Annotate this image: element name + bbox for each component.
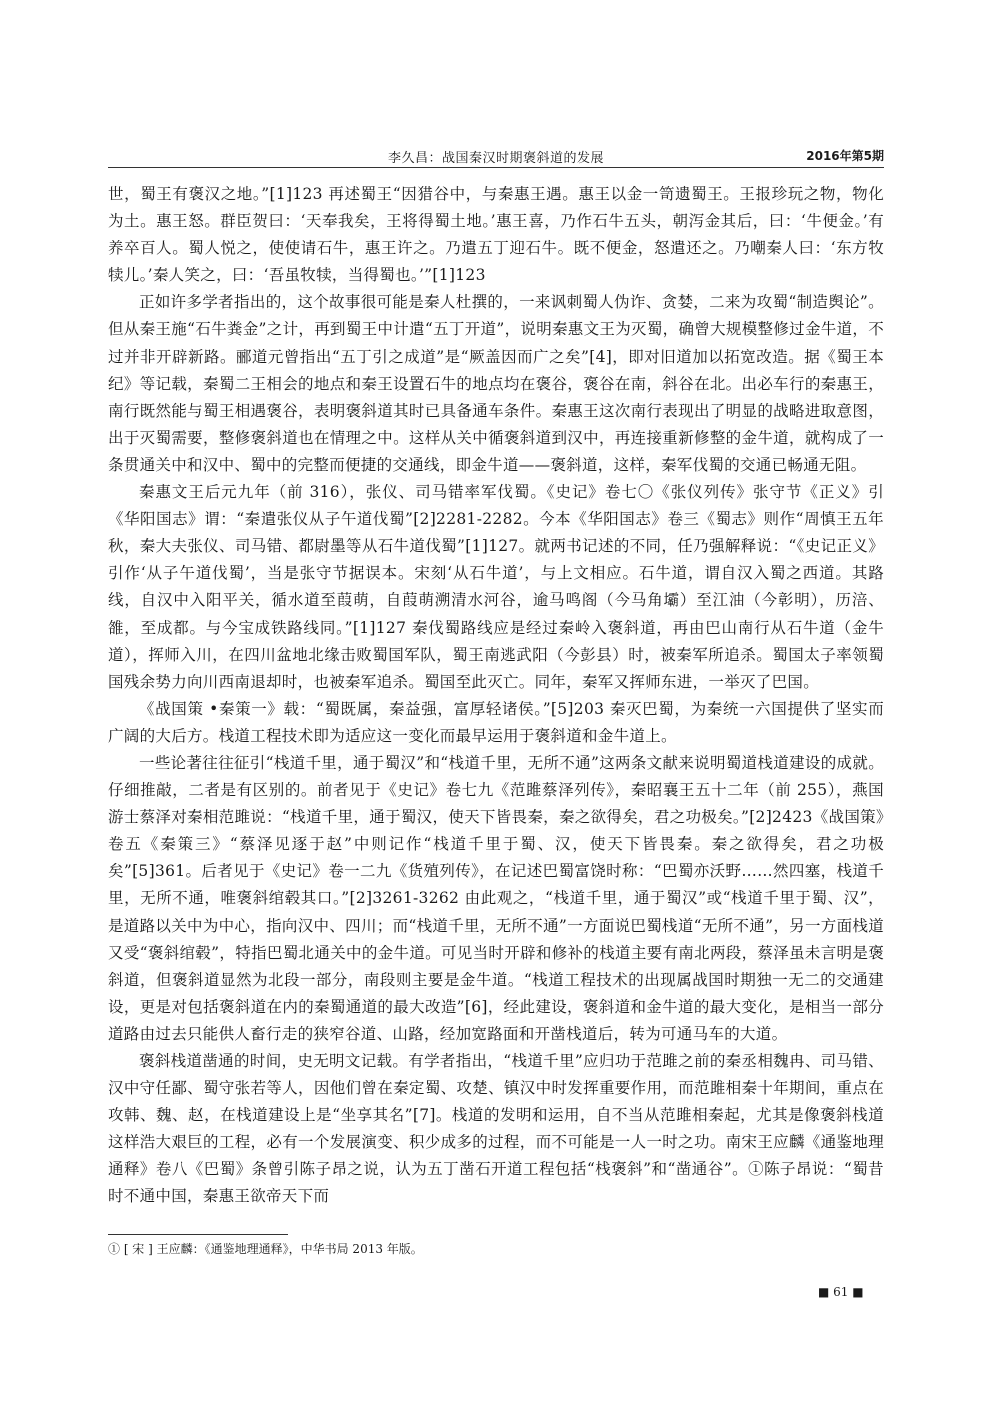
- running-header: [108, 147, 884, 168]
- journal-issue: 2016年第5期: [806, 149, 884, 163]
- footnote: ① [ 宋 ] 王应麟：《通鉴地理通释》，中华书局 2013 年版。: [108, 1242, 423, 1256]
- body-paragraph: 褒斜栈道凿通的时间，史无明文记载。有学者指出，“栈道千里”应归功于范雎之前的秦丞相魏冉、司马错、汉中守任鄙、蜀守张若等人，因他们曾在秦定蜀、攻楚、镇汉中时发挥重要作用，而范雎相秦十年期间，重点在攻韩、魏、赵，在栈道建设上是“坐享其名”[7]。栈道的发明和运用，自不当从范雎相秦起，尤其是像褒斜栈道这样浩大艰巨的工程，必有一个发展演变、积少成多的过程，而不可能是一人一时之功。南宋王应麟《通鉴地理通释》卷八《巴蜀》条曾引陈子昂之说，认为五丁凿石开道工程包括“栈褒斜”和“凿通谷”。①陈子昂说：“蜀昔时不通中国，秦惠王欲帝天下而: [108, 1052, 884, 1206]
- article-body: [108, 181, 884, 1211]
- article-running-title: 李久昌：战国秦汉时期褒斜道的发展: [387, 151, 604, 166]
- body-paragraph: 世，蜀王有褒汉之地。”[1]123 再述蜀王“因猎谷中，与秦惠王遇。惠王以金一笥遗蜀王。王报珍玩之物，物化为土。惠王怒。群臣贺曰：‘天奉我矣，王将得蜀土地。’惠王喜，乃作石牛五头，朝泻金其后，曰：‘牛便金。’有养卒百人。蜀人悦之，使使请石牛，惠王许之。乃遣五丁迎石牛。既不便金，怒遣还之。乃嘲秦人曰：‘东方牧犊儿。’秦人笑之，曰：‘吾虽牧犊，当得蜀也。’”[1]123: [108, 185, 884, 285]
- body-paragraph: 秦惠文王后元九年（前 316），张仪、司马错率军伐蜀。《史记》卷七〇《张仪列传》张守节《正义》引《华阳国志》谓：“秦遣张仪从子午道伐蜀”[2]2281-2282。今本《华阳国志》卷三《蜀志》则作“周慎王五年秋，秦大夫张仪、司马错、都尉墨等从石牛道伐蜀”[1]127。就两书记述的不同，任乃强解释说：“《史记正义》引作‘从子午道伐蜀’，当是张守节据误本。宋刻‘从石牛道’，与上文相应。石牛道，谓自汉入蜀之西道。其路线，自汉中入阳平关，循水道至葭萌，自葭萌溯清水河谷，逾马鸣阁（今马角壩）至江油（今彰明），历涪、雒，至成都。与今宝成铁路线同。”[1]127 秦伐蜀路线应是经过秦岭入褒斜道，再由巴山南行从石牛道（金牛道），挥师入川，在四川盆地北缘击败蜀国军队，蜀王南逃武阳（今彭县）时，被秦军所追杀。蜀国太子率领蜀国残余势力向川西南退却时，也被秦军追杀。蜀国至此灭亡。同年，秦军又挥师东进，一举灭了巴国。: [108, 483, 884, 691]
- body-paragraph: 正如许多学者指出的，这个故事很可能是秦人杜撰的，一来讽刺蜀人伪诈、贪婪，二来为攻蜀“制造舆论”。但从秦王施“石牛粪金”之计，再到蜀王中计遣“五丁开道”，说明秦惠文王为灭蜀，确曾大规模整修过金牛道，不过并非开辟新路。郦道元曾指出“五丁引之成道”是“厥盖因而广之矣”[4]，即对旧道加以拓宽改造。据《蜀王本纪》等记载，秦蜀二王相会的地点和秦王设置石牛的地点均在褒谷，褒谷在南，斜谷在北。出必车行的秦惠王，南行既然能与蜀王相遇褒谷，表明褒斜道其时已具备通车条件。秦惠王这次南行表现出了明显的战略进取意图，出于灭蜀需要，整修褒斜道也在情理之中。这样从关中循褒斜道到汉中，再连接重新修整的金牛道，就构成了一条贯通关中和汉中、蜀中的完整而便捷的交通线，即金牛道——褒斜道，这样，秦军伐蜀的交通已畅通无阻。: [108, 293, 884, 474]
- footnote-divider: [108, 1234, 288, 1235]
- body-paragraph: 《战国策 •秦策一》载：“蜀既属，秦益强，富厚轻诸侯。”[5]203 秦灭巴蜀，为秦统一六国提供了坚实而广阔的大后方。栈道工程技术即为适应这一变化而最早运用于褒斜道和金牛道上。: [108, 699, 884, 745]
- page-number: ■ 61 ■: [818, 1285, 864, 1299]
- body-paragraph: 一些论著往往征引“栈道千里，通于蜀汉”和“栈道千里，无所不通”这两条文献来说明蜀道栈道建设的成就。仔细推敲，二者是有区别的。前者见于《史记》卷七九《范雎蔡泽列传》，秦昭襄王五十二年（前 255），燕国游士蔡泽对秦相范雎说：“栈道千里，通于蜀汉，使天下皆畏秦，秦之欲得矣，君之功极矣。”[2]2423《战国策》卷五《秦策三》“蔡泽见逐于赵”中则记作“栈道千里于蜀、汉，使天下皆畏秦。秦之欲得矣，君之功极矣”[5]361。后者见于《史记》卷一二九《货殖列传》，在记述巴蜀富饶时称：“巴蜀亦沃野……然四塞，栈道千里，无所不通，唯褒斜绾毂其口。”[2]3261-3262 由此观之，“栈道千里，通于蜀汉”或“栈道千里于蜀、汉”，是道路以关中为中心，指向汉中、四川；而“栈道千里，无所不通”一方面说巴蜀栈道“无所不通”，另一方面栈道又受“褒斜绾毂”，特指巴蜀北通关中的金牛道。可见当时开辟和修补的栈道主要有南北两段，蔡泽虽未言明是褒斜道，但褒斜道显然为北段一部分，南段则主要是金牛道。“栈道工程技术的出现属战国时期独一无二的交通建设，更是对包括褒斜道在内的秦蜀通道的最大改造”[6]，经此建设，褒斜道和金牛道的最大变化，是相当一部分道路由过去只能供人畜行走的狭窄谷道、山路，经加宽路面和开凿栈道后，转为可通马车的大道。: [108, 753, 884, 1043]
